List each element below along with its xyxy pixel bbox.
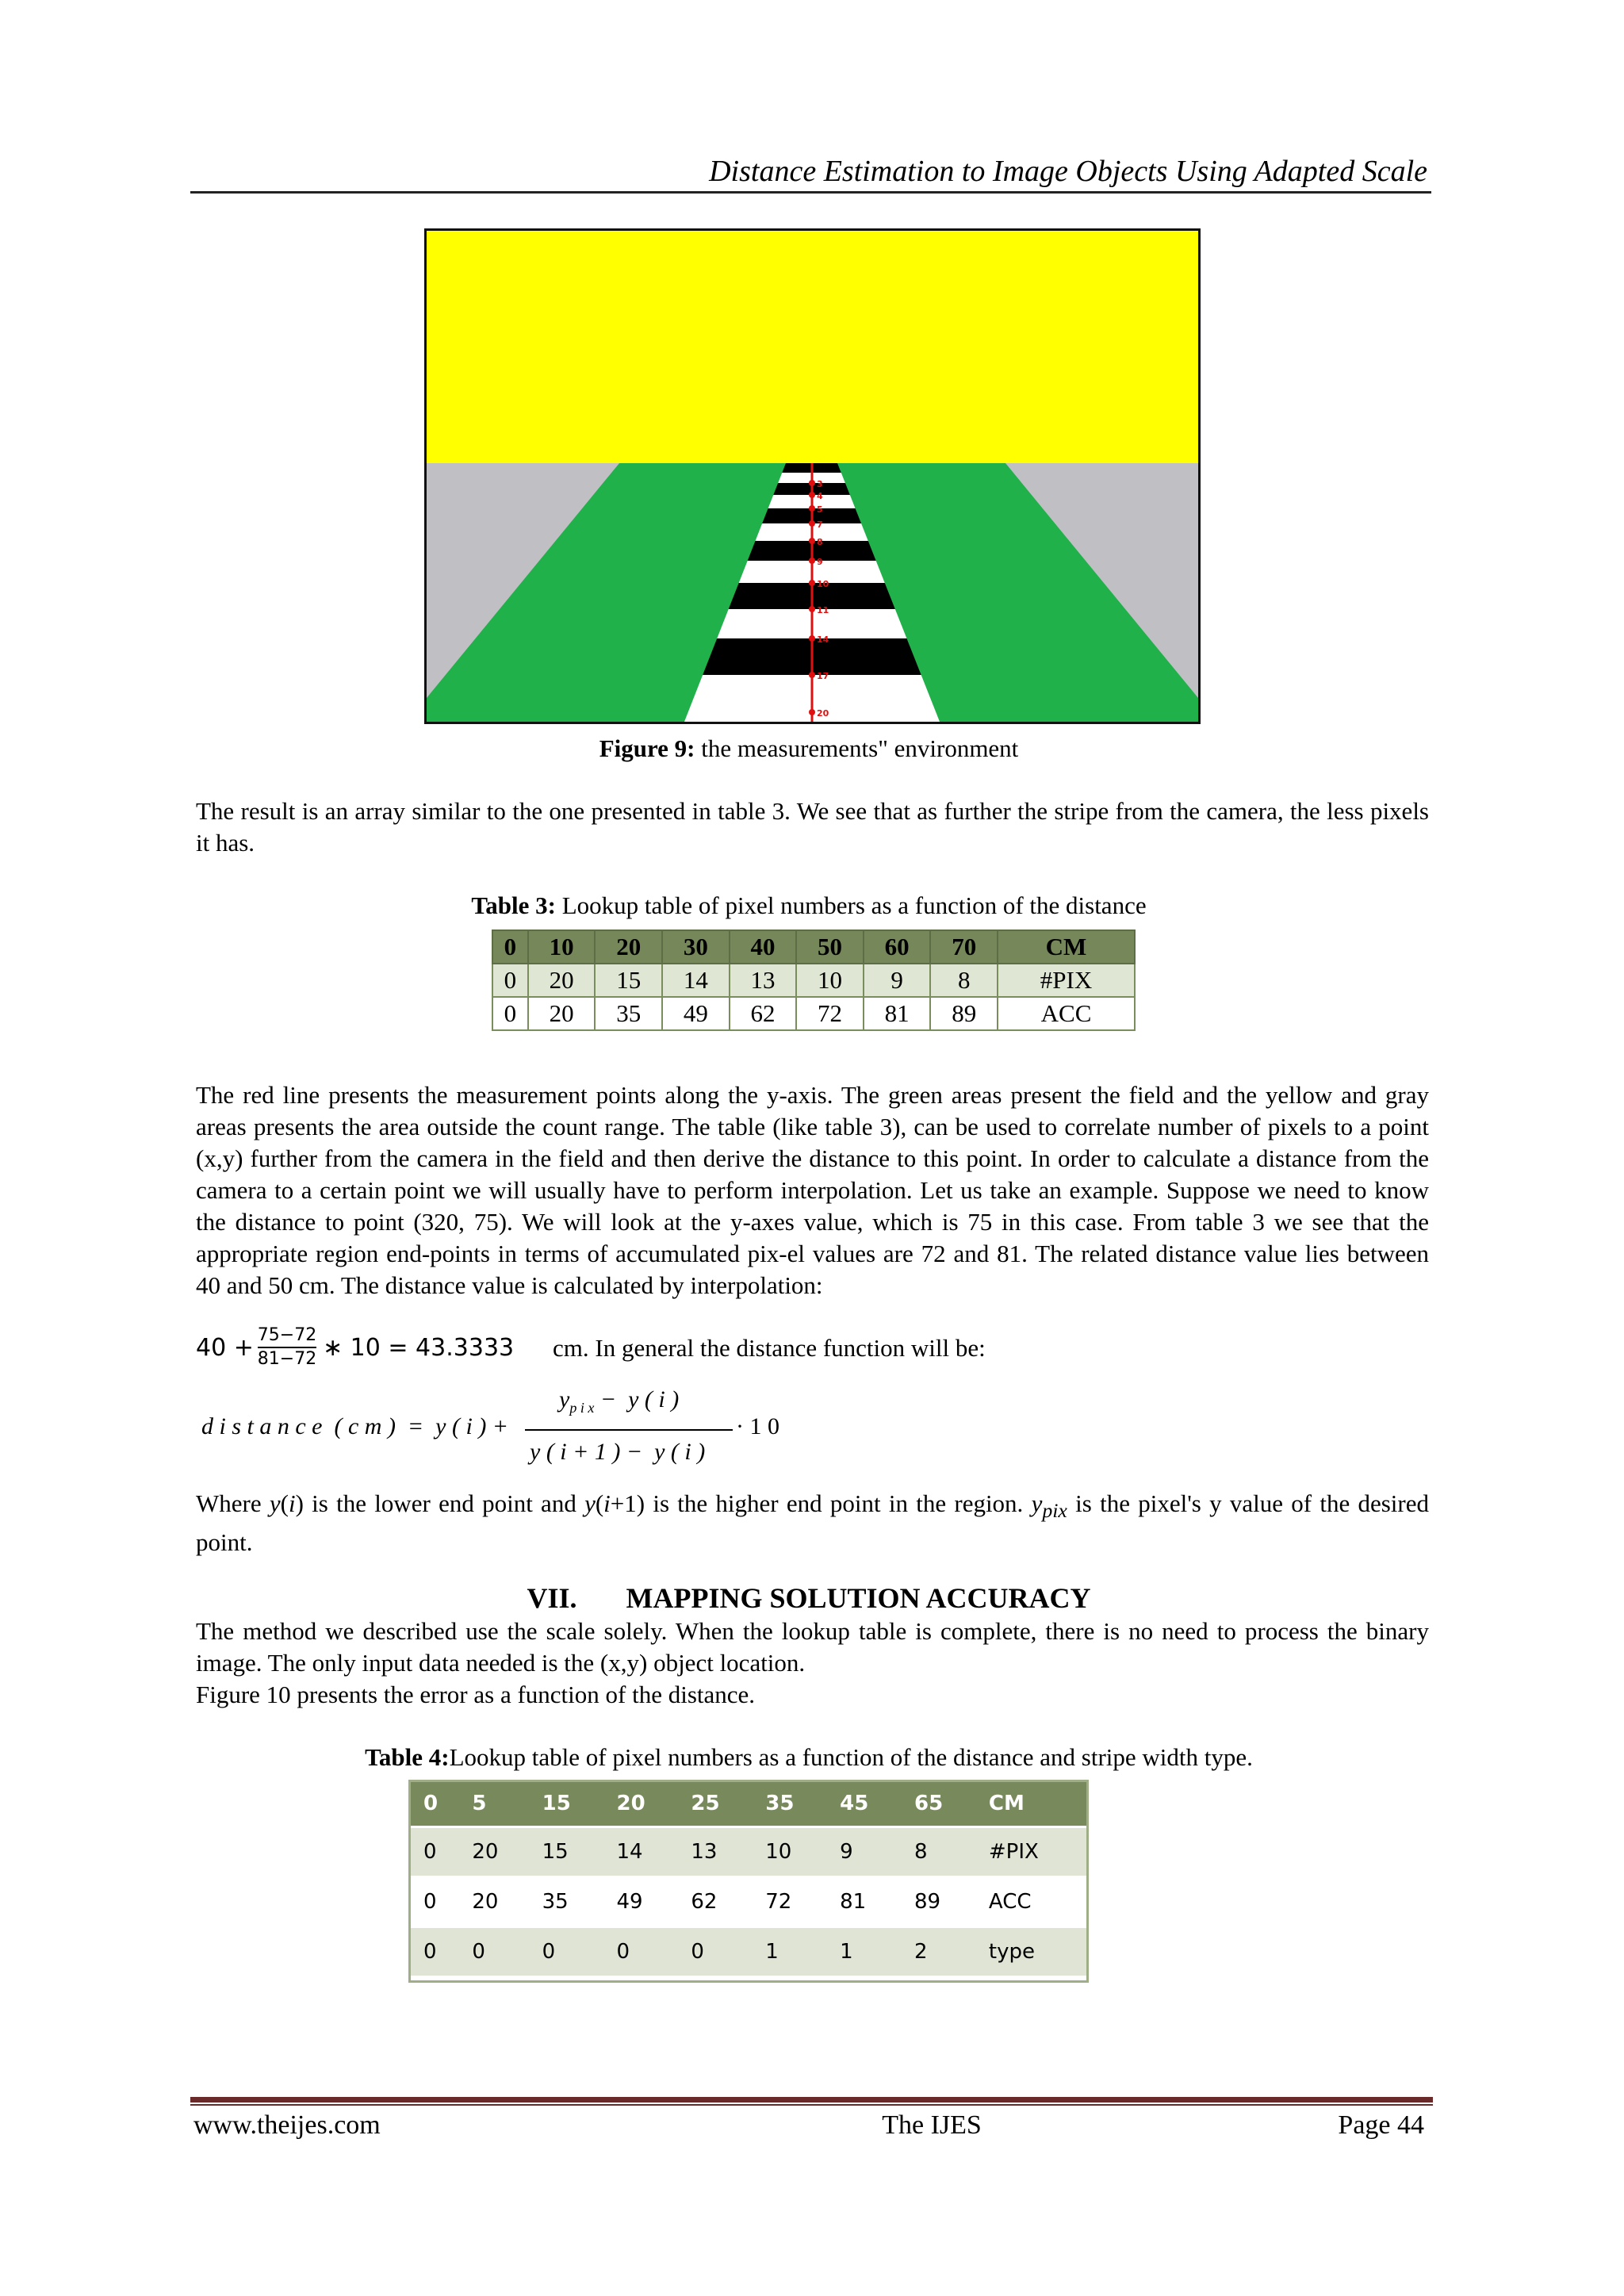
- table-4-cell: 20: [459, 1877, 529, 1927]
- table-4: [411, 1781, 1089, 1978]
- table-4-header-row: [411, 1781, 1089, 1827]
- footer-rule-thin: [190, 2104, 1433, 2106]
- table-4-header-cell: 45: [827, 1781, 902, 1827]
- table-3-cell: 8: [930, 964, 998, 997]
- table-4-header-cell: 5: [459, 1781, 529, 1827]
- table-3-header-cell: 40: [730, 930, 797, 964]
- table-3-header-cell: 70: [930, 930, 998, 964]
- distance-fraction-bar: [525, 1429, 733, 1431]
- measurement-label: 4: [817, 491, 823, 501]
- running-title: Distance Estimation to Image Objects Using Adapted Scale: [709, 155, 1427, 188]
- table-3-cell: 49: [662, 997, 730, 1030]
- table-3-cell: 20: [528, 964, 596, 997]
- table-3-header-cell: 0: [492, 930, 528, 964]
- table-row: [411, 1927, 1089, 1977]
- table-3-cell: 15: [595, 964, 662, 997]
- measurement-label: 7: [817, 519, 823, 530]
- table-4-cell: 10: [753, 1827, 827, 1877]
- interp-result: ∗ 10 = 43.3333: [323, 1334, 515, 1362]
- table-4-cell: 9: [827, 1827, 902, 1877]
- measurement-point: [809, 538, 815, 544]
- table-3: [492, 930, 1136, 1031]
- table-3-cell: #PIX: [998, 964, 1135, 997]
- interp-after: cm. In general the distance function will be:: [553, 1334, 986, 1362]
- table-4-cell: 20: [459, 1827, 529, 1877]
- table-3-header-cell: CM: [998, 930, 1135, 964]
- measurement-point: [809, 672, 815, 678]
- paragraph-2: [196, 1079, 1429, 1301]
- interp-fraction-bar: [258, 1347, 316, 1348]
- measurement-label: 9: [817, 557, 823, 567]
- table-4-cell: 13: [678, 1827, 753, 1877]
- table-4-cell: 14: [604, 1827, 679, 1877]
- paragraph-2-text: The red line presents the measurement points along the y-axis. The green areas present the field and the yellow and gray areas presents the area outside the count range. The table (like table 3), can be used to correlate number of pixels to a point (x,y) further from the camera in the field and then derive the distance to this point. In order to calculate a distance from the camera to a certain point we will usually have to perform interpolation. Let us take an example. Suppose we need to know the distance to point (320, 75). We will look at the y-axes value, which is 75 in this case. From table 3 we see that the appropriate region end-points in terms of accumulated pix-el values are 72 and 81. The related distance value lies between 40 and 50 cm. The distance value is calculated by interpolation:: [196, 1081, 1429, 1299]
- measurement-point: [809, 492, 815, 498]
- measurement-point: [809, 580, 815, 586]
- table-4-header-cell: 25: [678, 1781, 753, 1827]
- table-row: [492, 997, 1135, 1030]
- table-3-cell: 14: [662, 964, 730, 997]
- measurement-point: [809, 480, 815, 486]
- interp-lead: 40 +: [196, 1334, 254, 1362]
- measurement-label: 20: [817, 708, 829, 719]
- table-3-header-cell: 60: [864, 930, 931, 964]
- footer-page: Page 44: [1338, 2110, 1424, 2140]
- p3-i1: i: [288, 1489, 296, 1517]
- table-4-cell: 0: [411, 1927, 459, 1977]
- measurement-point: [809, 635, 815, 642]
- table-4-header-cell: 65: [902, 1781, 976, 1827]
- p3-i2: i: [603, 1489, 611, 1517]
- measurement-label: 11: [817, 605, 829, 615]
- section-number: VII.: [527, 1582, 577, 1614]
- table-3-cell: 35: [595, 997, 662, 1030]
- table-3-cell: 89: [930, 997, 998, 1030]
- table-4-cell: 49: [604, 1877, 679, 1927]
- p3-t2: is the lower end point and: [303, 1489, 585, 1517]
- measurement-label: 10: [817, 579, 829, 589]
- measurement-point: [809, 558, 815, 564]
- table-4-cell: 89: [902, 1877, 976, 1927]
- paragraph-3: [196, 1488, 1429, 1558]
- p3-yi: y: [269, 1489, 281, 1517]
- table-4-caption: [190, 1742, 1427, 1773]
- table-3-header-row: [492, 930, 1135, 964]
- table-4-cell: type: [976, 1927, 1089, 1977]
- distance-formula-tail: · 1 0: [736, 1413, 779, 1439]
- measurement-point: [809, 520, 815, 527]
- table-3-header-cell: 30: [662, 930, 730, 964]
- table-4-cell: 0: [459, 1927, 529, 1977]
- numerator-rest: − y ( i ): [599, 1386, 680, 1412]
- p3-t1: Where: [196, 1489, 270, 1517]
- measurement-point: [809, 606, 815, 612]
- sky-area: [427, 231, 1198, 463]
- table-4-caption-text: Lookup table of pixel numbers as a function of the distance and stripe width type.: [449, 1743, 1253, 1771]
- figure-9: [424, 228, 1201, 724]
- table-4-header-cell: CM: [976, 1781, 1089, 1827]
- interp-denominator: 81−72: [257, 1349, 317, 1369]
- table-4-cell: 0: [604, 1927, 679, 1977]
- table-3-cell: 9: [864, 964, 931, 997]
- table-4-cell: 2: [902, 1927, 976, 1977]
- p3-t3: +1) is the higher end point in the region.: [610, 1489, 1032, 1517]
- section-heading: [190, 1581, 1427, 1616]
- table-4-cell: 62: [678, 1877, 753, 1927]
- table-3-cell: 0: [492, 964, 528, 997]
- table-3-cell: 10: [796, 964, 864, 997]
- p3-ypix: y: [1031, 1489, 1043, 1517]
- table-4-cell: 1: [753, 1927, 827, 1977]
- table-4-cell: 0: [530, 1927, 604, 1977]
- table-row: [411, 1877, 1089, 1927]
- table-3-cell: 0: [492, 997, 528, 1030]
- paragraph-4-line-2: Figure 10 presents the error as a function of the distance.: [196, 1681, 756, 1708]
- distance-formula: [198, 1386, 912, 1481]
- table-4-header-cell: 20: [604, 1781, 679, 1827]
- table-3-cell: 13: [730, 964, 797, 997]
- table-4-cell: 81: [827, 1877, 902, 1927]
- table-4-header-cell: 0: [411, 1781, 459, 1827]
- table-4-cell: ACC: [976, 1877, 1089, 1927]
- p3-yi1: y: [584, 1489, 596, 1517]
- table-4-cell: 0: [411, 1827, 459, 1877]
- paragraph-4-line-1: The method we described use the scale solely. When the lookup table is complete, there is no need to process the binary image. The only input data needed is the (x,y) object location.: [196, 1617, 1429, 1677]
- table-4-cell: #PIX: [976, 1827, 1089, 1877]
- distance-formula-numerator: [559, 1386, 679, 1416]
- measurement-label: 14: [817, 634, 829, 645]
- table-3-header-cell: 50: [796, 930, 864, 964]
- figure-9-caption-text: the measurements" environment: [695, 734, 1019, 762]
- table-3-header-cell: 10: [528, 930, 596, 964]
- table-3-cell: 72: [796, 997, 864, 1030]
- figure-9-caption: [190, 733, 1427, 765]
- interp-numerator: 75−72: [257, 1325, 317, 1345]
- section-title: MAPPING SOLUTION ACCURACY: [626, 1582, 1091, 1614]
- table-4-header-cell: 15: [530, 1781, 604, 1827]
- measurement-point: [809, 709, 815, 715]
- table-3-caption: [190, 890, 1427, 922]
- measurement-label: 17: [817, 671, 829, 681]
- paragraph-4: [196, 1616, 1429, 1711]
- measurement-point: [809, 505, 815, 512]
- table-row: [492, 964, 1135, 997]
- figure-9-label: Figure 9:: [599, 734, 695, 762]
- table-4-cell: 72: [753, 1877, 827, 1927]
- footer-rule-thick: [190, 2097, 1433, 2102]
- table-3-cell: 20: [528, 997, 596, 1030]
- measurement-label: 5: [817, 504, 823, 515]
- measurement-label: 8: [817, 537, 823, 547]
- measurement-environment-illustration: [427, 231, 1198, 722]
- table-4-cell: 0: [678, 1927, 753, 1977]
- numerator-y: y: [559, 1386, 570, 1412]
- distance-formula-lhs: d i s t a n c e ( c m ) = y ( i ) +: [201, 1413, 509, 1439]
- numerator-sub-pix: p i x: [569, 1400, 595, 1416]
- table-4-header-cell: 35: [753, 1781, 827, 1827]
- table-4-cell: 1: [827, 1927, 902, 1977]
- table-3-cell: ACC: [998, 997, 1135, 1030]
- table-4-cell: 8: [902, 1827, 976, 1877]
- table-4-label: Table 4:: [365, 1743, 450, 1771]
- footer-journal: The IJES: [882, 2110, 982, 2140]
- distance-formula-denominator: y ( i + 1 ) − y ( i ): [530, 1439, 706, 1465]
- header-rule: [190, 191, 1431, 194]
- p3-t4: is the pixel's y value of the desired point.: [196, 1489, 1429, 1557]
- footer-website: www.theijes.com: [193, 2110, 381, 2140]
- table-3-label: Table 3:: [471, 891, 556, 919]
- paragraph-3-text: Where y(i) is the lower end point and y(i+1) is the higher end point in the region. $y_{pix}$ is the pixel's y value of the desired point.: [196, 1489, 1429, 1557]
- table-3-caption-text: Lookup table of pixel numbers as a function of the distance: [555, 891, 1147, 919]
- p3-pix: pix: [1042, 1499, 1067, 1523]
- table-4-cell: 35: [530, 1877, 604, 1927]
- table-3-cell: 81: [864, 997, 931, 1030]
- table-4-cell: 15: [530, 1827, 604, 1877]
- table-row: [411, 1827, 1089, 1877]
- table-3-header-cell: 20: [595, 930, 662, 964]
- measurement-label: 3: [817, 479, 823, 489]
- paragraph-1-text: The result is an array similar to the one presented in table 3. We see that as further the stripe from the camera, the less pixels it has.: [196, 797, 1429, 857]
- table-3-cell: 62: [730, 997, 797, 1030]
- interpolation-line: [196, 1325, 1433, 1380]
- paragraph-1: [196, 795, 1429, 859]
- table-4-cell: 0: [411, 1877, 459, 1927]
